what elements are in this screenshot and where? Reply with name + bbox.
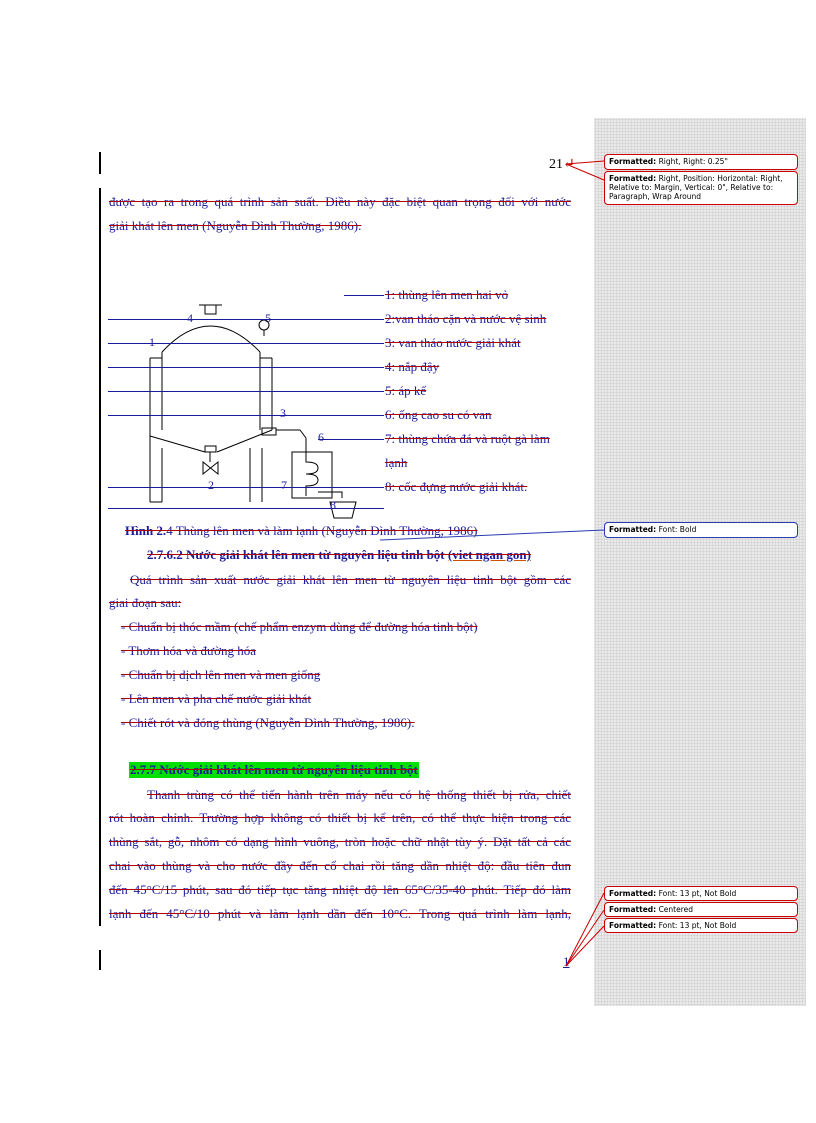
leader-line <box>108 487 384 488</box>
heading-note: (viet ngan gon) <box>447 547 531 562</box>
callout-2: 2 <box>208 478 214 492</box>
legend-item: 7: thùng chứa đá và ruột gà làm <box>385 431 550 446</box>
page-number: 21↵ <box>549 157 575 172</box>
leader-line <box>344 295 384 296</box>
caption-text: 4 Thùng lên men và làm lạnh (Nguyễn Đình Thường, 1986) <box>166 523 478 538</box>
callout-7: 7 <box>281 478 287 492</box>
step-item: - Thơm hóa và đường hóa <box>121 643 257 658</box>
format-comment[interactable]: Formatted: Right, Position: Horizontal: Right, Relative to: Margin, Vertical: 0", Relative to: Paragraph, Wrap Around <box>604 171 798 205</box>
section-intro-line-1: Quá trình sản xuất nước giải khát lên men từ nguyên liệu tinh bột gồm các <box>130 572 571 587</box>
body-line: Thanh trùng có thể tiến hành trên máy nếu có hệ thống thiết bị rửa, chiết <box>147 787 571 802</box>
legend-item: 4: nắp đậy <box>385 359 440 374</box>
callout-4: 4 <box>187 311 193 325</box>
caption-label: Hình 2. <box>125 523 167 538</box>
step-item: - Chiết rót và đóng thùng (Nguyễn Đình Thường, 1986). <box>121 715 415 730</box>
section-intro-line-2: giai đoạn sau: <box>109 595 182 610</box>
section-heading-2762: 2.7.6.2 Nước giải khát lên men từ nguyên liệu tinh bột (viet ngan gon) <box>147 547 531 562</box>
format-comment[interactable]: Formatted: Font: 13 pt, Not Bold <box>604 918 798 933</box>
leader-line <box>318 439 384 440</box>
step-item: - Lên men và pha chế nước giải khát <box>121 691 312 706</box>
intro-line-2: giải khát lên men (Nguyễn Đình Thường, 1986). <box>109 218 362 233</box>
callout-6: 6 <box>318 430 324 444</box>
step-item: - Chuẩn bị dịch lên men và men giống <box>121 667 321 682</box>
legend-item: 5: áp kế <box>385 383 427 398</box>
body-line: rót hoàn chỉnh. Trường hợp không có thiết bị kể trên, có thể thực hiện trong các <box>109 810 571 825</box>
change-bar <box>99 188 101 926</box>
callout-8: 8 <box>330 498 336 512</box>
legend-item: 2:van tháo cặn và nước vệ sinh <box>385 311 547 326</box>
section-heading-277: 2.7.7 Nước giải khát lên men từ nguyên liệu tinh bột <box>130 762 418 777</box>
step-item: - Chuẩn bị thóc mầm (chế phẩm enzym dùng để đường hóa tinh bột) <box>121 619 478 634</box>
legend-item: 8: cốc đựng nước giải khát. <box>385 479 528 494</box>
intro-line-1: được tạo ra trong quá trình sản suất. Điều này đặc biệt quan trọng đối với nước <box>109 194 571 209</box>
leader-line <box>108 508 384 509</box>
body-line: chai vào thùng và cho nước đầy đến cổ chai rồi tăng dần nhiệt độ: đầu tiên đun <box>109 858 571 873</box>
body-line: thùng sắt, gỗ, nhôm có dạng hình vuông, tròn hoặc chữ nhật tùy ý. Đặt tất cả các <box>109 834 571 849</box>
leader-line <box>108 391 384 392</box>
format-comment[interactable]: Formatted: Centered <box>604 902 798 917</box>
callout-3: 3 <box>280 406 286 420</box>
leader-line <box>108 367 384 368</box>
body-line: đến 45°C/15 phút, sau đó tiếp tục tăng nhiệt độ lên 65°C/35-40 phút. Tiếp đó làm <box>109 882 571 897</box>
format-comment[interactable]: Formatted: Font: Bold <box>604 522 798 538</box>
legend-item: 1: thùng lên men hai vỏ <box>385 287 509 302</box>
format-comment[interactable]: Formatted: Font: 13 pt, Not Bold <box>604 886 798 901</box>
format-comment[interactable]: Formatted: Right, Right: 0.25" <box>604 154 798 170</box>
change-bar <box>99 152 101 174</box>
callout-5: 5 <box>265 311 271 325</box>
footer-page-mark: 1 <box>563 954 570 969</box>
legend-item: lạnh <box>385 455 408 470</box>
figure-caption <box>125 523 478 539</box>
callout-1: 1 <box>149 335 155 349</box>
legend-item: 6: ống cao su có van <box>385 407 492 422</box>
leader-line <box>108 415 384 416</box>
leader-line <box>108 319 384 320</box>
body-line: lạnh đến 45°C/10 phút và làm lạnh dần đến 10°C. Trong quá trình làm lạnh, <box>109 906 571 921</box>
markup-sidebar <box>594 118 806 1006</box>
change-bar <box>99 950 101 970</box>
legend-item: 3: van tháo nước giải khát <box>385 335 521 350</box>
